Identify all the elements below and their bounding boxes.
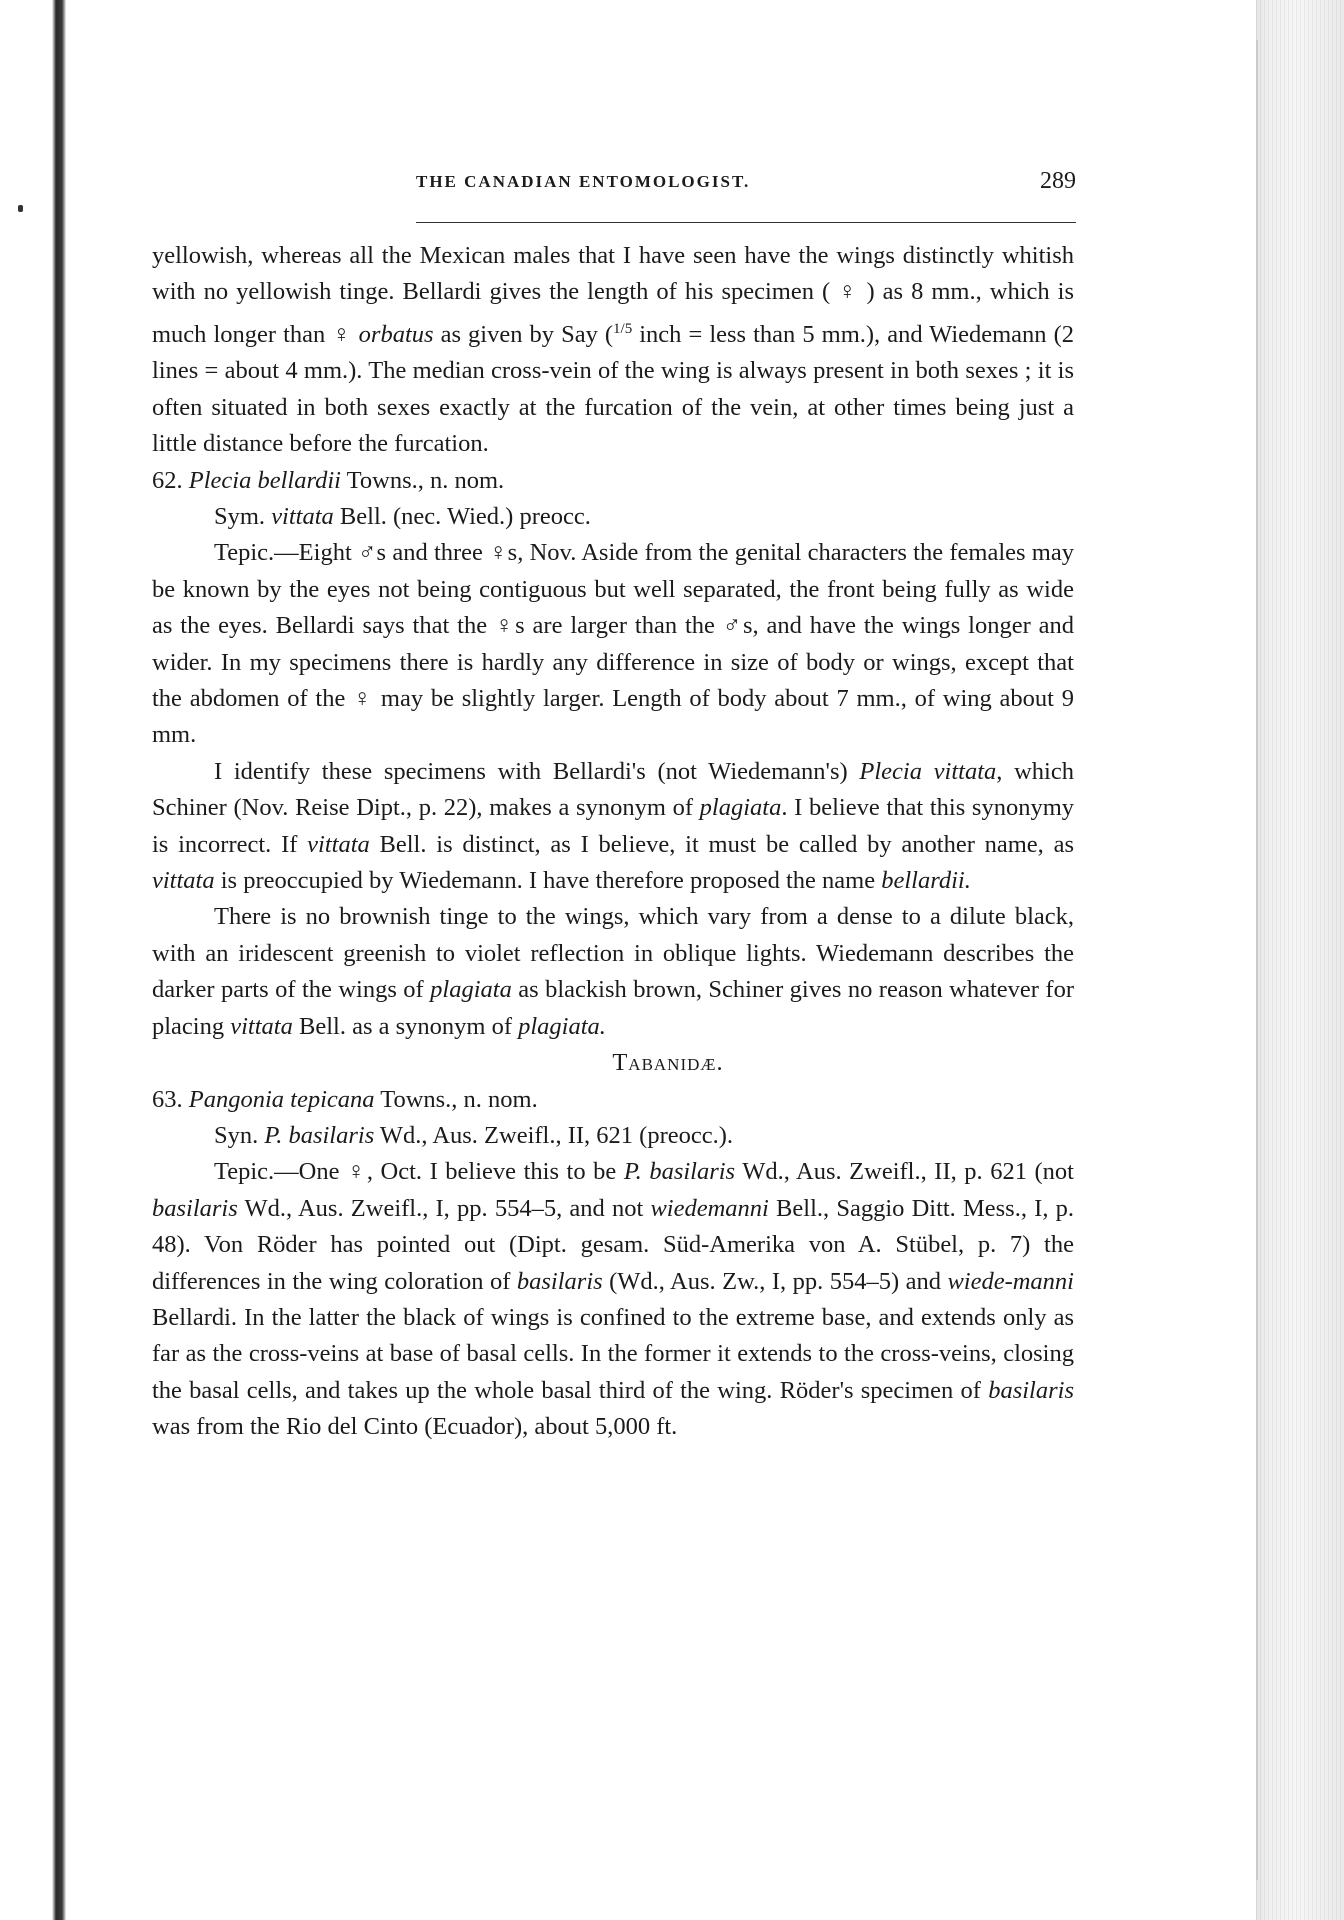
paragraph [152, 238, 1074, 463]
text-run: I identify these specimens with Bellardi's (not Wiedemann's) [214, 757, 860, 785]
italic-text: Pangonia tepicana [188, 1085, 375, 1113]
text-run: as blackish brown, Schiner gives no reason whatever for placing [152, 976, 1074, 1040]
text-run: Wd., Aus. Zweifl., I, pp. 554–5, and not [237, 1194, 651, 1222]
italic-text: vittata [230, 1012, 293, 1040]
text-run: Wd., Aus. Zweifl., II, 621 (preocc.). [374, 1121, 734, 1149]
text-run: Bell. is distinct, as I believe, it must be called by another name, as [369, 830, 1074, 858]
entry-heading [152, 463, 1074, 499]
margin-mark [18, 205, 23, 212]
text-run: Tepic.—Eight ♂s and three ♀s, Nov. Aside from the genital characters the females may be known by the eyes not being contiguous but well separated, the front being fully as wide as the eyes. Bellardi says that the ♀s are larger than the ♂s, and have the wings longer and wider. In my specimens there is hardly any difference in size of body or wings, except that the abdomen of the ♀ may be slightly larger. Length of body about 7 mm., of wing about 9 mm. [152, 539, 1074, 749]
text-run: Tabanidæ. [612, 1049, 724, 1077]
italic-text: P. basilaris [623, 1158, 736, 1186]
italic-text: plagiata [430, 976, 512, 1004]
text-run: was from the Rio del Cinto (Ecuador), about 5,000 ft. [152, 1413, 678, 1441]
italic-text: plagiata [699, 794, 782, 822]
text-run: . I believe that this synonymy is incorrect. If [152, 794, 1075, 858]
text-run: yellowish, whereas all the Mexican males that I have seen have the wings distinctly whitish with no yellowish tinge. Bellardi gives the length of his specimen ( ♀ ) as 8 mm., which is much longer than ♀ [152, 242, 1074, 348]
text-run: inch = less than 5 mm.), and Wiedemann (2 lines = about 4 mm.). The median cross-vein of the wing is always present in both sexes ; it is often situated in both sexes exactly at the furcation of the vein, at other times being just a little distance before the furcation. [152, 320, 1075, 458]
text-run: There is no brownish tinge to the wings, which vary from a dense to a dilute black, with an iridescent greenish to violet reflection in oblique lights. Wiedemann describes the darker parts of the wings of [152, 903, 1074, 1004]
italic-text: P. basilaris [264, 1121, 375, 1149]
text-run: Towns., n. nom. [340, 466, 505, 494]
paragraph [152, 899, 1074, 1045]
italic-text: wiede-manni [947, 1267, 1074, 1295]
synonym-line [152, 1118, 1074, 1154]
text-run: Bellardi. In the latter the black of wings is confined to the extreme base, and extends only as far as the cross-veins at base of basal cells. In the former it extends to the cross-veins, closing the basal cells, and takes up the whole basal third of the wing. Röder's specimen of [152, 1303, 1074, 1404]
italic-text: basilaris [152, 1194, 238, 1222]
text-run: 63. [152, 1085, 189, 1113]
text-run: 62. [152, 466, 189, 494]
text-run: , which Schiner (Nov. Reise Dipt., p. 22), makes a synonym of [152, 757, 1074, 822]
text-run: Bell. as a synonym of [292, 1012, 519, 1040]
italic-text: basilaris [516, 1267, 603, 1295]
section-heading [152, 1045, 1074, 1081]
text-run: is preoccupied by Wiedemann. I have therefore proposed the name [214, 867, 882, 895]
text-run: Towns., n. nom. [374, 1085, 538, 1113]
text-run: Syn. [214, 1121, 265, 1149]
entry-heading [152, 1082, 1074, 1118]
text-run: as given by Say ( [433, 320, 614, 348]
page-number: 289 [1040, 168, 1076, 194]
book-spine-shadow [0, 0, 66, 1920]
text-run: Sym. [214, 503, 272, 530]
paragraph [152, 754, 1074, 900]
italic-text: vittata [307, 830, 370, 858]
italic-text: Plecia bellardii [188, 466, 341, 494]
journal-page [146, 160, 1076, 1441]
article-body [152, 238, 1074, 1446]
page-edge-line [1256, 40, 1258, 1880]
text-run: Bell., Saggio Ditt. Mess., I, p. 48). Von Röder has pointed out (Dipt. gesam. Süd-Amerika von A. Stübel, p. 7) the differences in the wing coloration of [152, 1194, 1075, 1295]
text-run: Wd., Aus. Zweifl., II, p. 621 (not [735, 1158, 1074, 1186]
fraction: 1/5 [613, 320, 633, 337]
paragraph [152, 1154, 1074, 1445]
italic-text: plagiata. [518, 1012, 606, 1040]
italic-text: orbatus [358, 320, 434, 348]
italic-text: Plecia vittata [859, 757, 997, 785]
italic-text: vittata [152, 867, 215, 895]
header-rule [416, 222, 1076, 223]
italic-text: vittata [271, 503, 334, 530]
synonym-line [152, 499, 1074, 535]
text-run: Tepic.—One ♀, Oct. I believe this to be [214, 1158, 624, 1186]
italic-text: bellardii. [881, 867, 971, 895]
text-run: Bell. (nec. Wied.) preocc. [333, 503, 591, 530]
page-edge-strip [1256, 0, 1344, 1920]
page-header [146, 160, 1076, 204]
running-head: THE CANADIAN ENTOMOLOGIST. [416, 172, 751, 191]
text-run: (Wd., Aus. Zw., I, pp. 554–5) and [602, 1267, 948, 1295]
italic-text: wiedemanni [650, 1194, 769, 1222]
paragraph [152, 535, 1074, 753]
italic-text: basilaris [988, 1376, 1074, 1404]
